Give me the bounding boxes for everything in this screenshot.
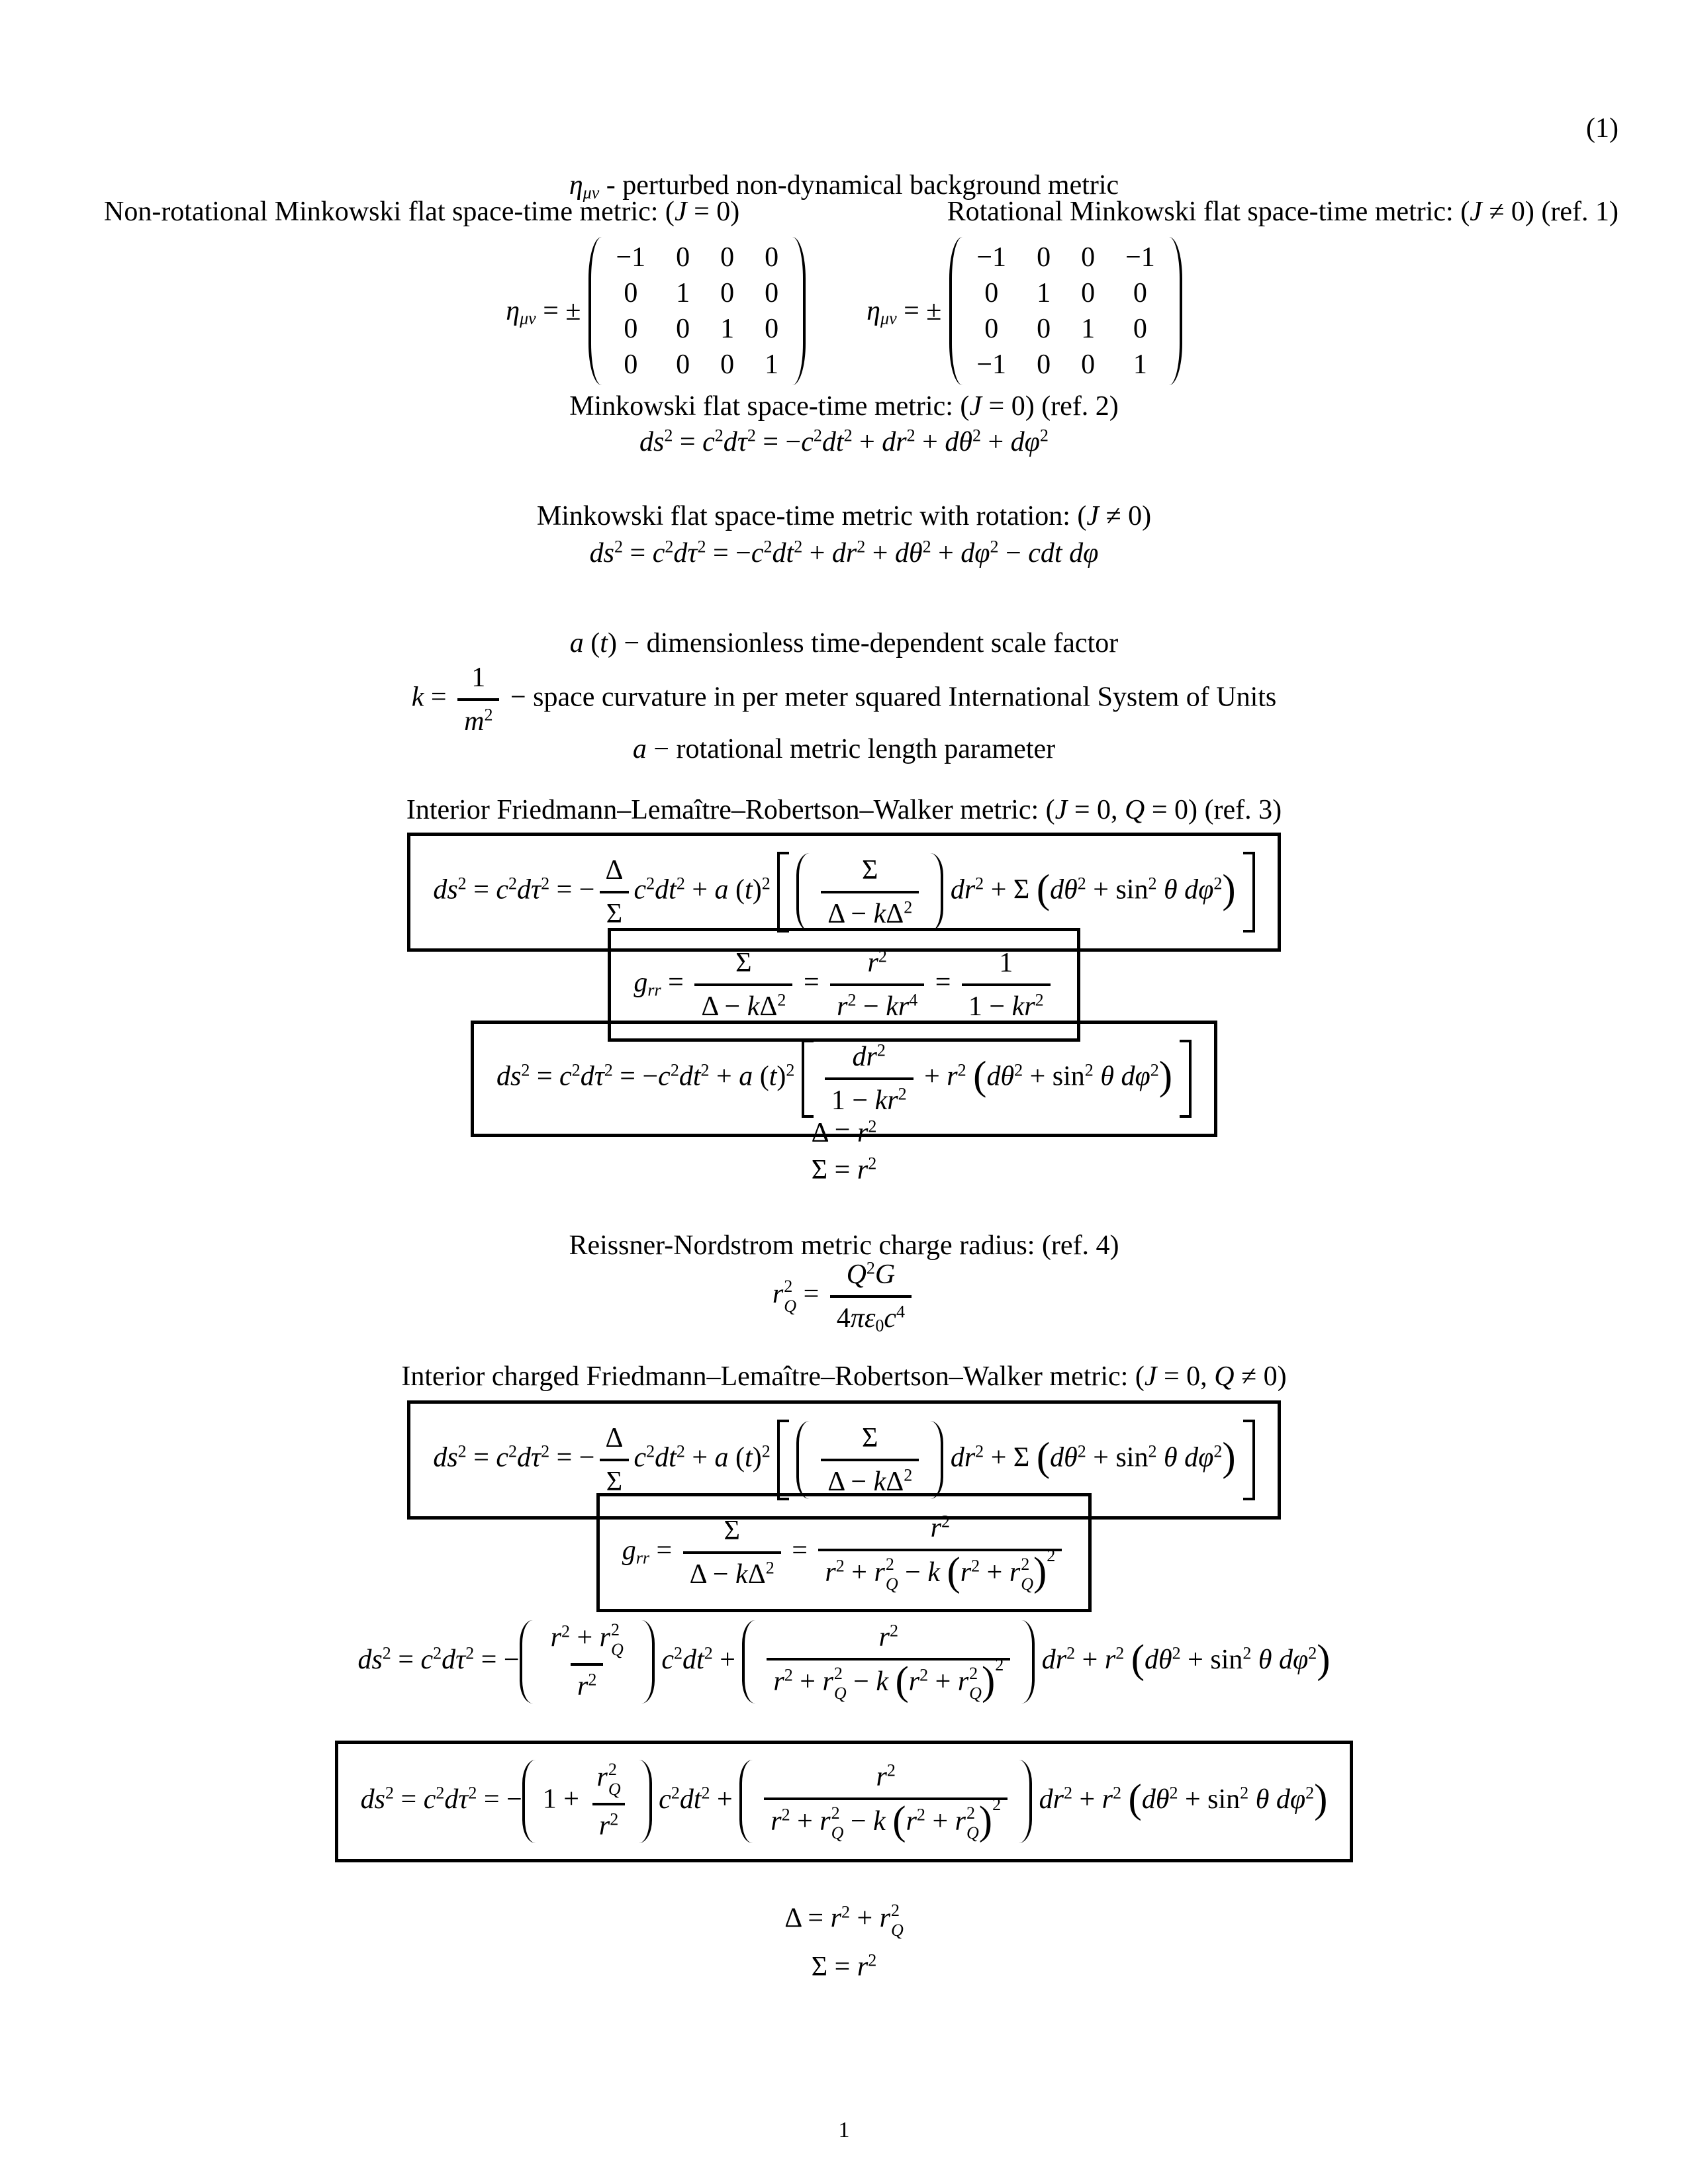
section-title-minkowski	[0, 390, 1688, 422]
matrix-cell: 0	[765, 314, 779, 344]
equation-number: (1)	[1586, 113, 1618, 144]
matrix-cell: 0	[720, 278, 735, 308]
matrix-cell: 0	[624, 349, 638, 380]
boxed-equation-charged-grr: $g_{rr}$ = $\frac{\Sigma}{\Delta - k\Delta^2}$ = $r^2$ $r^2 + r$ 2 Q − k ($r^2 + r$ 2 Q )$^2$	[596, 1493, 1092, 1612]
boxed-equation-charged-final: $ds^2 = c^2d\tau^2$ = − 1 + r 2 Q $r^2$ $c^2dt^2$ + $r^2$ $r^2 + r$ 2 Q − k ($r^2 + r$ 2 Q )$^2$ $dr^2 + r^2$ ($d\theta^2 + \sin^2 \theta$ $d\varphi^2$)	[335, 1741, 1354, 1862]
matrix-delimiters	[949, 237, 1182, 385]
equation-flrw-delta: $\Delta = r^2$	[811, 1116, 877, 1148]
matrix-cell: 1	[1037, 278, 1051, 308]
matrix-cell: −1	[976, 242, 1007, 273]
section-title-reissner-line	[0, 1230, 1688, 1261]
matrix-lhs: $\eta_{\mu\nu}$ = ±	[867, 296, 942, 328]
matrix-cells	[606, 237, 788, 385]
title-minkowski-flat: Minkowski flat space-time metric: (J = 0) (ref. 2)	[569, 391, 1119, 422]
matrix-cells	[967, 237, 1164, 385]
matrix-cell: 0	[1037, 314, 1051, 344]
equation-minkowski-rotation: $ds^2 = c^2d\tau^2 = -c^2dt^2 + dr^2 + d\theta^2 + d\varphi^2$ − cdt dφ	[589, 537, 1099, 569]
title-non-rotational-metric: Non-rotational Minkowski flat space-time metric: (J = 0)	[104, 197, 740, 227]
matrix-cell: 0	[676, 314, 690, 344]
equation-minkowski-line	[0, 426, 1688, 458]
right-paren	[1169, 237, 1182, 385]
matrix-cell: 0	[720, 349, 735, 380]
boxed-equation-charged-metric: $ds^2 = c^2d\tau^2$ = − $\frac{\Delta}{\Sigma}$ $c^2dt^2 + a$ $(t)^2$ $\frac{\Sigma}{\Delta - k\Delta^2}$ $dr^2 + \Sigma$ ($d\theta^2 + \sin^2 \theta$ $d\varphi^2$)	[407, 1400, 1280, 1520]
charged-delta-line	[0, 1902, 1688, 1939]
left-paren	[949, 237, 962, 385]
definition-length-parameter-line	[0, 733, 1688, 765]
matrix-cell: −1	[976, 349, 1007, 380]
matrix-cell: 0	[676, 242, 690, 273]
title-interior-charged-flrw: Interior charged Friedmann–Lemaître–Robertson–Walker metric: (J = 0, Q ≠ 0)	[401, 1361, 1287, 1392]
equation-charged-sigma: $\Sigma = r^2$	[811, 1950, 877, 1982]
equation-charge-radius-line	[0, 1259, 1688, 1334]
matrix-cell: 1	[720, 314, 735, 344]
matrix-cell: 0	[624, 278, 638, 308]
left-paren	[588, 237, 602, 385]
definition-space-curvature: k = $\frac{1}{m^2}$ − space curvature in per meter squared International System of Units	[411, 662, 1277, 737]
definition-scale-factor: a (t) − dimensionless time-dependent scale factor	[569, 628, 1119, 659]
matrix-cell: 0	[765, 278, 779, 308]
flrw-sigma-line	[0, 1154, 1688, 1186]
matrix-cell: 0	[1037, 349, 1051, 380]
matrix-cell: 1	[676, 278, 690, 308]
matrix-cell: −1	[1125, 242, 1155, 273]
matrix-cell: −1	[616, 242, 646, 273]
matrix-cell: 0	[1037, 242, 1051, 273]
matrix-cell: 0	[1081, 242, 1096, 273]
matrix-cell: 0	[676, 349, 690, 380]
matrices-row	[0, 237, 1688, 385]
title-rotational-metric: Rotational Minkowski flat space-time metric: (J ≠ 0) (ref. 1)	[947, 197, 1618, 227]
boxed-charged-grr-line	[0, 1493, 1688, 1612]
section-title-minkowski-rotation	[0, 500, 1688, 532]
boxed-equation-flrw-simplified: $ds^2 = c^2d\tau^2 = -c^2dt^2 + a$ $(t)^2$ $\frac{dr^2}{1 - kr^2}$ + $r^2$ ($d\theta^2 + \sin^2 \theta$ $d\varphi^2$)	[471, 1021, 1217, 1137]
matrix-cell: 0	[984, 278, 999, 308]
definition-scale-factor-line	[0, 627, 1688, 659]
matrix-cell: 0	[1133, 278, 1147, 308]
title-reissner-nordstrom: Reissner-Nordstrom metric charge radius: (ref. 4)	[569, 1230, 1119, 1261]
right-paren	[792, 237, 806, 385]
matrix-cell: 0	[624, 314, 638, 344]
matrix-rotational	[867, 237, 1182, 385]
matrix-cell: 1	[1081, 314, 1096, 344]
matrix-cell: 0	[1081, 349, 1096, 380]
equation-flrw-sigma: $\Sigma = r^2$	[811, 1154, 877, 1185]
matrix-cell: 1	[1133, 349, 1147, 380]
matrix-non-rotational	[506, 237, 806, 385]
matrix-cell: 1	[765, 349, 779, 380]
section-title-flrw-line	[0, 794, 1688, 826]
boxed-equation-flrw-grr: $g_{rr}$ = $\frac{\Sigma}{\Delta - k\Delta^2}$ = $\frac{r^2}{r^2 - kr^4}$ = $\frac{1}{1 - kr^2}$	[608, 928, 1080, 1042]
matrix-cell: 0	[1081, 278, 1096, 308]
matrix-lhs: $\eta_{\mu\nu}$ = ±	[506, 296, 581, 328]
matrix-cell: 0	[1133, 314, 1147, 344]
definition-curvature-line	[0, 662, 1688, 737]
eta-definition: $\eta_{\mu\nu}$ - perturbed non-dynamical background metric	[569, 170, 1119, 203]
charged-sigma-line	[0, 1951, 1688, 1983]
matrix-delimiters	[588, 237, 806, 385]
boxed-charged-final-line	[0, 1741, 1688, 1862]
boxed-equation-flrw-metric: $ds^2 = c^2d\tau^2$ = − $\frac{\Delta}{\Sigma}$ $c^2dt^2 + a$ $(t)^2$ $\frac{\Sigma}{\Delta - k\Delta^2}$ $dr^2 + \Sigma$ ($d\theta^2 + \sin^2 \theta$ $d\varphi^2$)	[407, 833, 1280, 952]
matrix-cell: 0	[984, 314, 999, 344]
section-title-charged-flrw-line	[0, 1361, 1688, 1392]
equation-charge-radius: r 2 Q = $\frac{Q^2G}{4\pi\varepsilon_0c^4}$	[773, 1259, 915, 1334]
equation-minkowski-flat: $ds^2 = c^2d\tau^2 = -c^2dt^2 + dr^2 + d\theta^2 + d\varphi^2$	[639, 426, 1049, 457]
equation-minkowski-rotation-line	[0, 537, 1688, 569]
equation-charged-expanded-line	[0, 1620, 1688, 1704]
matrix-cell: 0	[720, 242, 735, 273]
title-interior-flrw: Interior Friedmann–Lemaître–Robertson–Walker metric: (J = 0, Q = 0) (ref. 3)	[406, 795, 1282, 825]
flrw-delta-line	[0, 1117, 1688, 1149]
title-minkowski-rotation: Minkowski flat space-time metric with rotation: (J ≠ 0)	[536, 501, 1152, 531]
equation-charged-delta: $\Delta = r^2 + r$ 2 Q	[784, 1901, 904, 1940]
matrix-cell: 0	[765, 242, 779, 273]
page-number: 1	[838, 2118, 850, 2142]
metric-titles-row	[0, 196, 1688, 228]
equation-charged-expanded: $ds^2 = c^2d\tau^2$ = − $r^2 + r$ 2 Q $r^2$ $c^2dt^2$ + $r^2$ $r^2 + r$ 2 Q − k ($r^2 + r$ 2 Q )$^2$ $dr^2 + r^2$ ($d\theta^2 + \sin^2 \theta$ $d\varphi^2$)	[357, 1620, 1331, 1704]
definition-length-parameter: a − rotational metric length parameter	[632, 734, 1056, 764]
